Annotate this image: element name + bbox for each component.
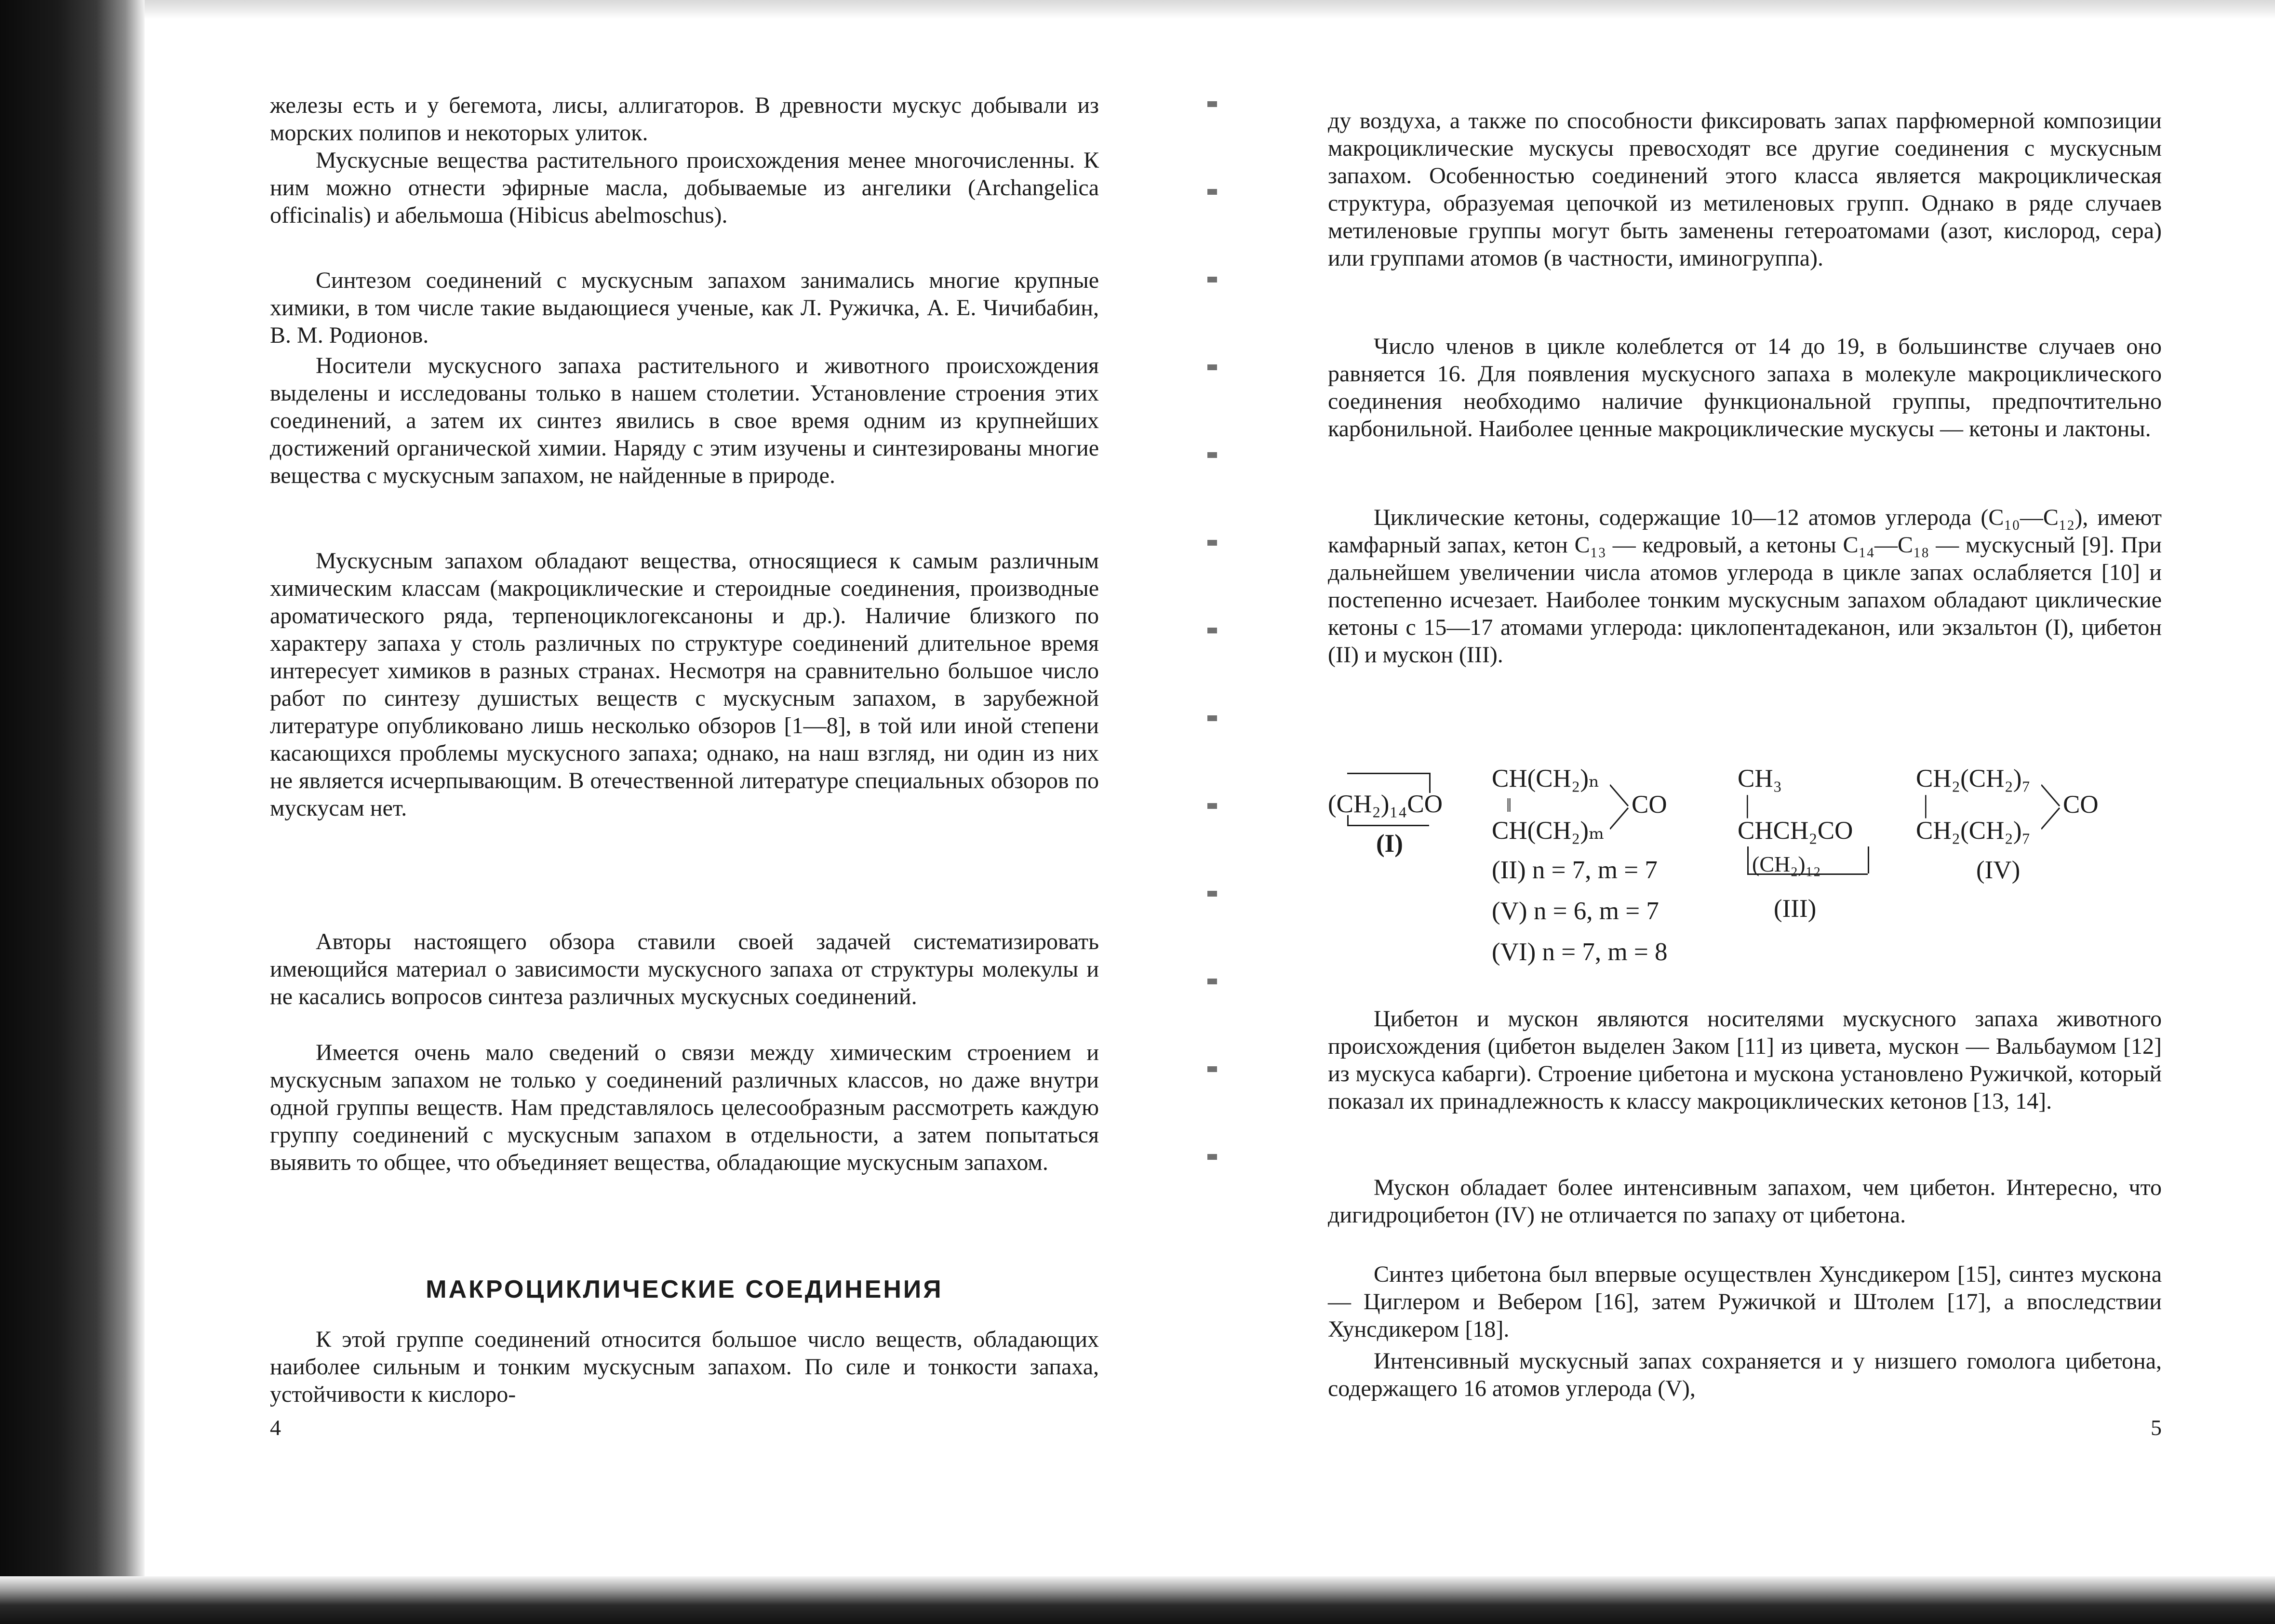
paragraph: железы есть и у бегемота, лисы, аллигаторов. В древности мускус добывали из морских полипов и некоторых улиток. bbox=[270, 93, 1099, 146]
formula-dihydrocivetone: CH₂(CH₂)₇ | CH₂(CH₂)₇ CO bbox=[1916, 765, 2099, 845]
paragraph: Цибетон и мускон являются носителями мускусного запаха животного происхождения (цибетон выделен Заком [11] из цивета, мускон — Вальбаумом [12] из мускуса кабарги). Строение цибетона и мускона установлено Ружичкой, который показал их принадлежность к классу макроциклических кетонов [13, 14]. bbox=[1328, 1006, 2162, 1114]
paragraph: Мускусным запахом обладают вещества, относящиеся к самым различным химическим классам (макроциклические и стероидные соединения, производные ароматического ряда, терпеноциклогексаноны и др.). Наличие близкого по характеру запаха у столь различных по структуре соединений длительное время интересует химиков в разных странах. Несмотря на сравнительно большое число работ по синтезу душистых веществ с мускусным запахом, в зарубежной литературе опубликовано лишь несколько обзоров [1—8], в той или иной степени касающихся проблемы мускусного запаха; однако, на наш взгляд, ни один из них не является исчерпывающим. В отечественной литературе специальных обзоров по мускусам нет. bbox=[270, 548, 1099, 821]
paragraph: Число членов в цикле колеблется от 14 до 19, в большинстве случаев оно равняется 16. Для появления мускусного запаха в молекуле макроциклического соединения необходимо наличие функциональной группы, предпочтительно карбонильной. Наиболее ценные макроциклические мускусы — кетоны и лактоны. bbox=[1328, 334, 2162, 442]
formula-label: (I) bbox=[1376, 830, 1403, 858]
left-page bbox=[270, 0, 1099, 1591]
formula-label: (II) n = 7, m = 7 bbox=[1492, 856, 1658, 884]
paragraph: Мускусные вещества растительного происхождения менее многочисленны. К ним можно отнести эфирные масла, добываемые из ангелики (Archangelica officinalis) и абельмоша (Hibicus abelmoschus). bbox=[270, 148, 1099, 228]
formula-muscone: CH₃ | CHCH₂CO (CH₂)₁₂ bbox=[1738, 757, 1901, 887]
binding-gutter bbox=[1207, 19, 1217, 1176]
paragraph: Имеется очень мало сведений о связи между химическим строением и мускусным запахом не только у соединений различных классов, но даже внутри одной группы веществ. Нам представлялось целесообразным рассмотреть каждую группу соединений с мускусным запахом в отдельности, а затем попытаться выявить то общее, что объединяет вещества, обладающие мускусным запахом. bbox=[270, 1040, 1099, 1175]
paragraph: К этой группе соединений относится большое число веществ, обладающих наиболее сильным и тонким мускусным запахом. По силе и тонкости запаха, устойчивости к кислоро- bbox=[270, 1327, 1099, 1407]
bond-lines bbox=[1610, 781, 1634, 834]
section-heading: МАКРОЦИКЛИЧЕСКИЕ СОЕДИНЕНИЯ bbox=[426, 1275, 943, 1303]
bond-lines bbox=[2041, 781, 2065, 834]
right-page bbox=[1328, 0, 2162, 1591]
paragraph: Мускон обладает более интенсивным запахом, чем цибетон. Интересно, что дигидроцибетон (IV) не отличается по запаху от цибетона. bbox=[1328, 1175, 2162, 1228]
paragraph: Авторы настоящего обзора ставили своей задачей систематизировать имеющийся материал о зависимости мускусного запаха от структуры молекулы и не касались вопросов синтеза различных мускусных соединений. bbox=[270, 929, 1099, 1009]
formula-label: (IV) bbox=[1976, 856, 2021, 884]
scan-edge-left bbox=[0, 0, 145, 1624]
formula-label: (VI) n = 7, m = 8 bbox=[1492, 938, 1668, 966]
paragraph: Синтезом соединений с мускусным запахом занимались многие крупные химики, в том числе такие выдающиеся ученые, как Л. Ружичка, А. Е. Чичибабин, В. М. Родионов. bbox=[270, 268, 1099, 348]
paragraph: Синтез цибетона был впервые осуществлен Хунсдикером [15], синтез мускона — Циглером и Вебером [16], затем Ружичкой и Штолем [17], а впоследствии Хунсдикером [18]. bbox=[1328, 1262, 2162, 1342]
formula-exaltone: (CH₂)₁₄CO bbox=[1328, 769, 1463, 836]
page-number: 5 bbox=[2151, 1415, 2162, 1440]
paragraph: Интенсивный мускусный запах сохраняется и у низшего гомолога цибетона, содержащего 16 атомов углерода (V), bbox=[1328, 1348, 2162, 1401]
paragraph: Носители мускусного запаха растительного и животного происхождения выделены и исследованы только в нашем столетии. Установление строения этих соединений, а затем их синтез явились в свое время одним из крупнейших достижений органической химии. Наряду с этим изучены и синтезированы многие вещества с мускусным запахом, не найденные в природе. bbox=[270, 353, 1099, 488]
formula-label: (III) bbox=[1774, 895, 1817, 923]
formula-civetone: CH(CH₂)ₙ ‖ CH(CH₂)ₘ CO bbox=[1492, 765, 1667, 845]
page-number: 4 bbox=[270, 1415, 281, 1440]
paragraph: ду воздуха, а также по способности фиксировать запах парфюмерной композиции макроциклические мускусы превосходят все другие соединения с мускусным запахом. Особенностью соединений этого класса является макроциклическая структура, образуемая цепочкой из метиленовых групп. Однако в ряде случаев метиленовые группы могут быть заменены гетероатомами (азот, кислород, сера) или группами атомов (в частности, иминогруппа). bbox=[1328, 108, 2162, 271]
chemical-formulas bbox=[1328, 757, 2162, 983]
formula-label: (V) n = 6, m = 7 bbox=[1492, 897, 1659, 925]
paragraph: Циклические кетоны, содержащие 10—12 атомов углерода (C₁₀—C₁₂), имеют камфарный запах, кетон C₁₃ — кедровый, а кетоны C₁₄—C₁₈ — мускусный [9]. При дальнейшем увеличении числа атомов углерода в цикле запах ослабляется [10] и постепенно исчезает. Наиболее тонким мускусным запахом обладают циклические кетоны с 15—17 атомами углерода: циклопентадеканон, или экзальтон (I), цибетон (II) и мускон (III). bbox=[1328, 505, 2162, 668]
